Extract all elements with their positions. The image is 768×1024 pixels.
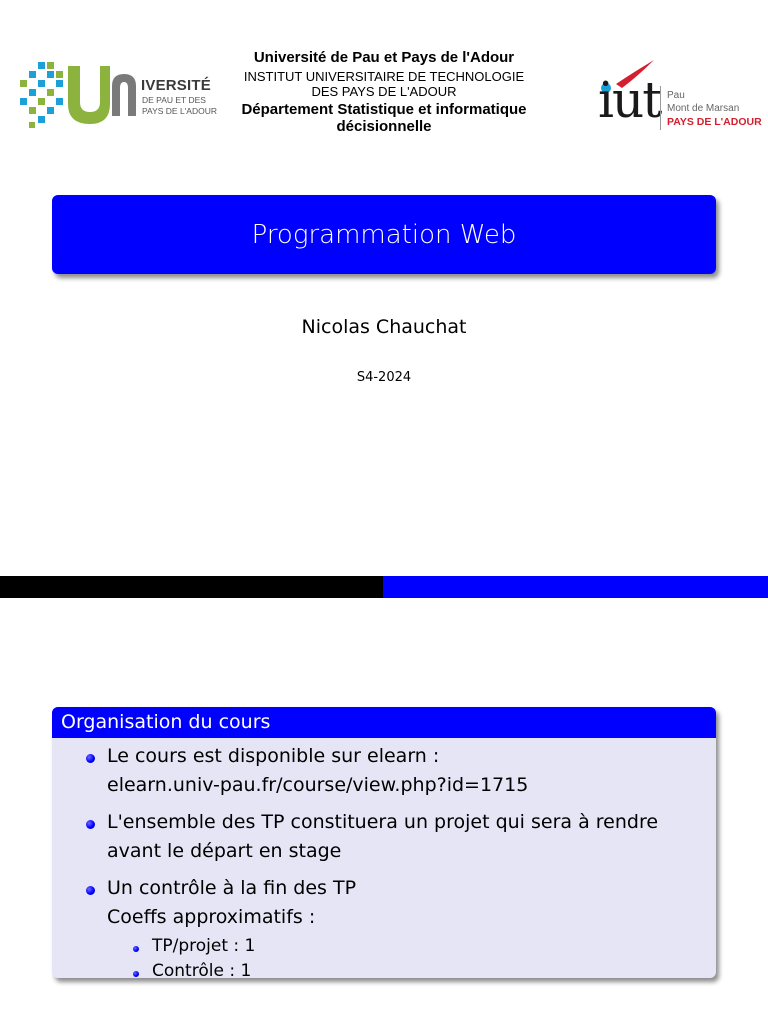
department-line2: décisionnelle bbox=[336, 118, 432, 135]
university-logo-icon bbox=[18, 58, 143, 134]
list-item-line1: L'ensemble des TP constituera un projet qui sera à rendre bbox=[107, 811, 659, 833]
department-line1: Département Statistique et informatique bbox=[241, 101, 527, 118]
iut-divider bbox=[660, 86, 661, 130]
presentation-date: S4-2024 bbox=[356, 370, 412, 385]
university-name: Université de Pau et Pays de l'Adour bbox=[253, 49, 515, 66]
institute-line1: INSTITUT UNIVERSITAIRE DE TECHNOLOGIE bbox=[243, 69, 525, 84]
title-block bbox=[52, 195, 716, 274]
sub-list-item-text: TP/projet : 1 bbox=[152, 936, 256, 956]
list-item bbox=[52, 808, 716, 866]
list-item-line2: Coeffs approximatifs : bbox=[107, 906, 316, 928]
separator-bar-dark bbox=[0, 576, 383, 598]
sub-list-item bbox=[52, 959, 716, 978]
bullet-icon bbox=[86, 820, 95, 829]
institution-header bbox=[210, 48, 558, 135]
university-logo-line2: PAYS DE L'ADOUR bbox=[142, 106, 217, 116]
iut-logo-line2: Mont de Marsan bbox=[667, 103, 740, 114]
iut-logo-line3: PAYS DE L'ADOUR bbox=[667, 116, 762, 128]
iut-wordmark: iut bbox=[598, 71, 661, 129]
university-logo bbox=[18, 58, 217, 134]
bullet-icon bbox=[86, 754, 95, 763]
university-logo-word: IVERSITÉ bbox=[141, 77, 211, 94]
list-item-line1: Le cours est disponible sur elearn : bbox=[107, 745, 440, 767]
block-body bbox=[52, 738, 716, 978]
organisation-block bbox=[52, 707, 716, 978]
presentation-title: Programmation Web bbox=[251, 219, 517, 250]
separator-bar-blue bbox=[383, 576, 768, 598]
sub-list-item bbox=[52, 934, 716, 959]
bullet-icon bbox=[86, 886, 95, 895]
institute-line2: DES PAYS DE L'ADOUR bbox=[311, 84, 457, 99]
list-item-line1: Un contrôle à la fin des TP bbox=[107, 877, 357, 899]
block-title: Organisation du cours bbox=[52, 707, 716, 738]
bullet-icon bbox=[133, 946, 139, 952]
bullet-icon bbox=[133, 971, 139, 977]
list-item bbox=[52, 874, 716, 932]
university-logo-line1: DE PAU ET DES bbox=[142, 95, 206, 105]
iut-logo-line1: Pau bbox=[667, 90, 685, 101]
list-item-line2: avant le départ en stage bbox=[107, 840, 342, 862]
iut-logo bbox=[594, 58, 762, 134]
sub-list bbox=[52, 934, 716, 978]
sub-list-item-text: Contrôle : 1 bbox=[152, 961, 252, 978]
author-name: Nicolas Chauchat bbox=[301, 316, 467, 338]
list-item bbox=[52, 742, 716, 800]
elearn-link[interactable]: elearn.univ-pau.fr/course/view.php?id=1715 bbox=[107, 774, 529, 796]
